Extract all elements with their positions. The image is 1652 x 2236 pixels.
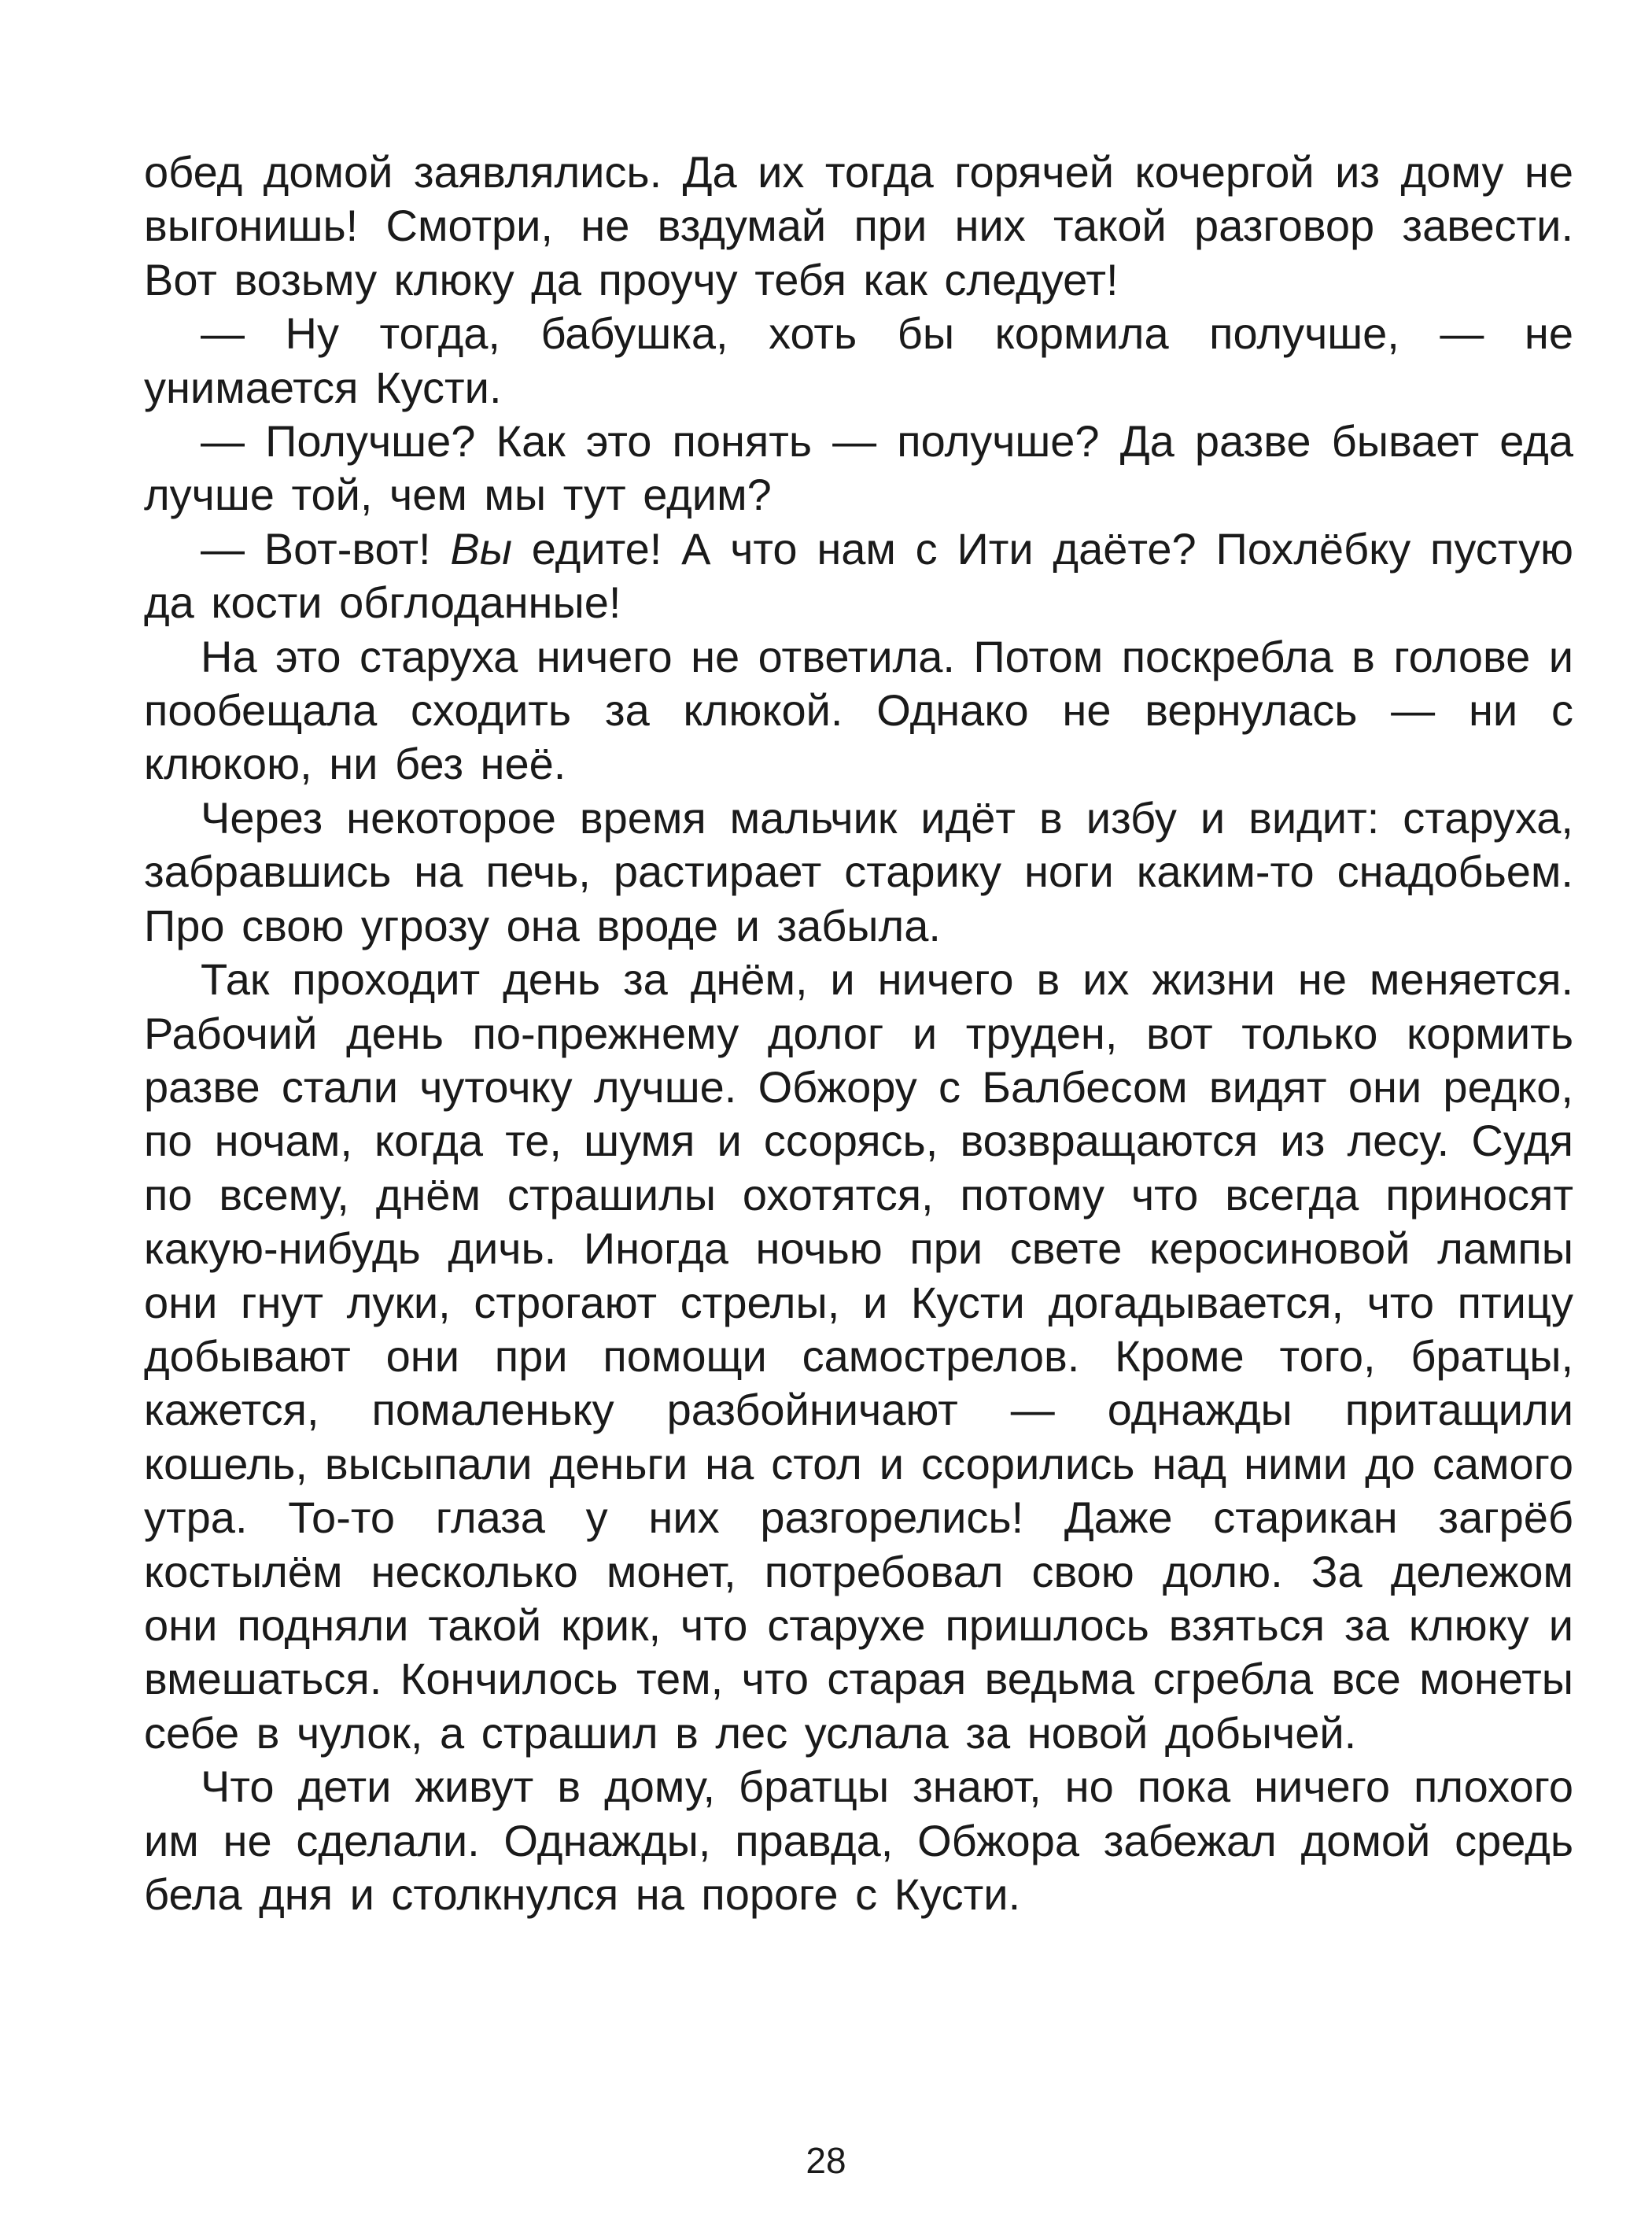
paragraph-4-text-b: едите! А что нам с Ити даёте? Похлёбку пустую да кости обглоданные!	[144, 523, 1573, 628]
paragraph-6-text: Через некоторое время мальчик идёт в избу и видит: старуха, забравшись на печь, растирает старику ноги каким-то снадобьем. Про свою угрозу она вроде и забыла.	[144, 792, 1573, 950]
paragraph-1	[144, 146, 1573, 307]
paragraph-4	[144, 522, 1573, 630]
paragraph-3	[144, 415, 1573, 522]
paragraph-6	[144, 791, 1573, 953]
paragraph-8	[144, 1760, 1573, 1921]
paragraph-2	[144, 307, 1573, 415]
paragraph-8-text: Что дети живут в дому, братцы знают, но пока ничего плохого им не сделали. Однажды, правда, Обжора забежал домой средь бела дня и столкнулся на пороге с Кусти.	[144, 1762, 1573, 1919]
paragraph-2-text: — Ну тогда, бабушка, хоть бы кормила получше, — не унимается Кусти.	[144, 308, 1573, 412]
paragraph-3-text: — Получше? Как это понять — получше? Да разве бывает еда лучше той, чем мы тут едим?	[144, 416, 1573, 520]
paragraph-4-emphasis: Вы	[450, 523, 512, 574]
page-number: 28	[806, 2140, 846, 2181]
body-text	[144, 146, 1573, 1921]
paragraph-5-text: На это старуха ничего не ответила. Потом поскребла в голове и пообещала сходить за клюкой. Однако не вернулась — ни с клюкою, ни без неё.	[144, 631, 1573, 789]
paragraph-5	[144, 630, 1573, 791]
paragraph-7-text: Так проходит день за днём, и ничего в их жизни не меняется. Рабочий день по-прежнему долог и труден, вот только кормить разве стали чуточку лучше. Обжору с Балбесом видят они редко, по ночам, когда те, шумя и ссорясь, возвращаются из лесу. Судя по всему, днём страшилы охотятся, потому что всегда приносят какую-нибудь дичь. Иногда ночью при свете керосиновой лампы они гнут луки, строгают стрелы, и Кусти догадывается, что птицу добывают они при помощи самострелов. Кроме того, братцы, кажется, помаленьку разбойничают — однажды притащили кошель, высыпали деньги на стол и ссорились над ними до самого утра. То-то глаза у них разгорелись! Даже старикан загрёб костылём несколько монет, потребовал свою долю. За дележом они подняли такой крик, что старухе пришлось взяться за клюку и вмешаться. Кончилось тем, что старая ведьма сгребла все монеты себе в чулок, а страшил в лес услала за новой добычей.	[144, 954, 1573, 1758]
paragraph-4-text-a: — Вот-вот!	[201, 523, 451, 574]
paragraph-7	[144, 953, 1573, 1760]
paragraph-1-text: обед домой заявлялись. Да их тогда горячей кочергой из дому не выгонишь! Смотри, не вздумай при них такой разговор завести. Вот возьму клюку да проучу тебя как следует!	[144, 147, 1573, 304]
